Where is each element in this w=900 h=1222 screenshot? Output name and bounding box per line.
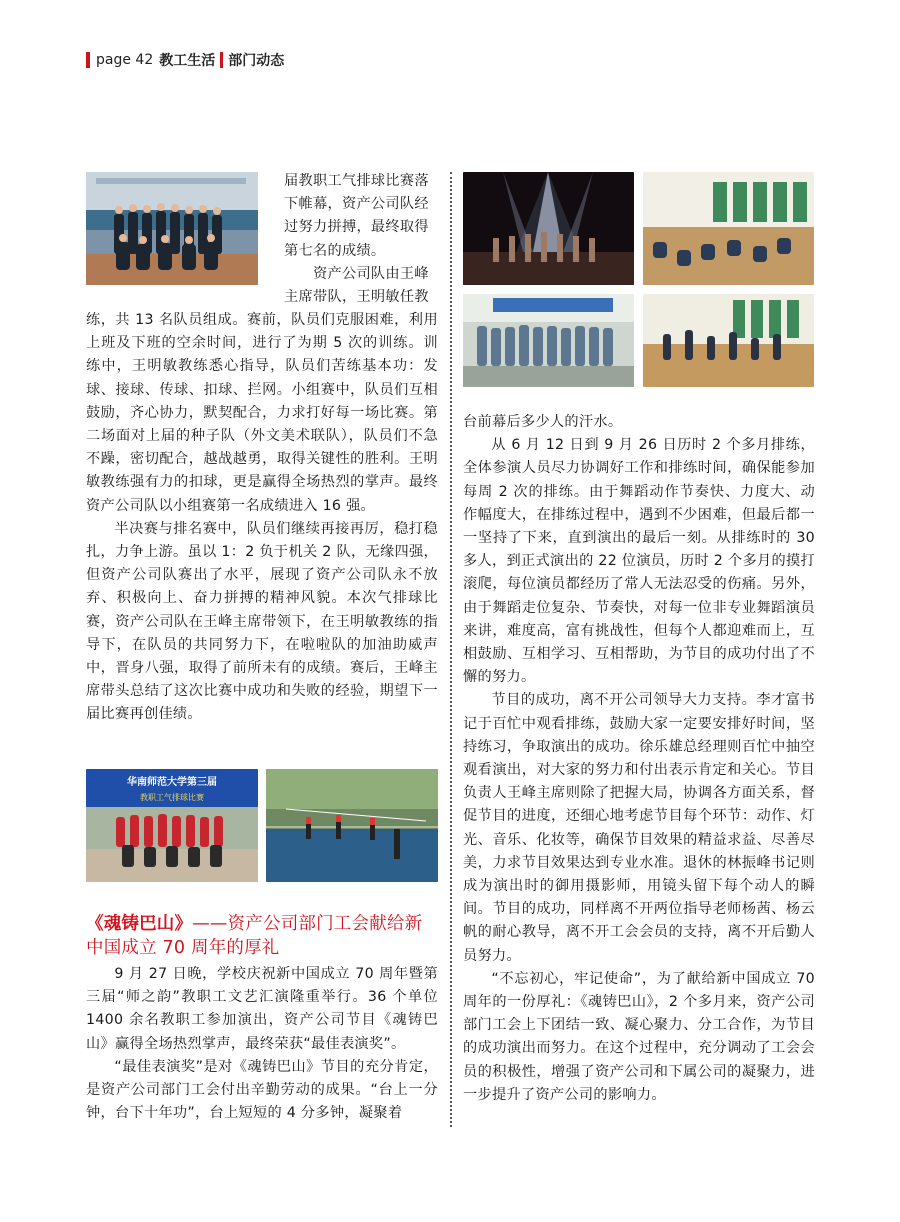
wrap-line: 第七名的成绩。 xyxy=(284,242,386,259)
header-accent-bar xyxy=(86,52,90,68)
subsection-label: 部门动态 xyxy=(228,53,285,69)
paragraph: “不忘初心，牢记使命”，为了献给新中国成立 70 周年的一份厚礼：《魂铸巴山》，2 个多月来，资产公司部门工会上下团结一致、凝心聚力、分工合作，为节目的成功演出而努力。在这个过程中，充分调动了工会会员的积极性，增强了资产公司和下属公司的凝聚力，进一步提升了资产公司的影响力。 xyxy=(463,970,815,1103)
team-photo xyxy=(86,172,258,285)
wrap-line: 届教职工气排球比赛落 xyxy=(284,173,429,189)
article2-title-bold: 《魂铸巴山》 xyxy=(86,914,193,934)
page-header xyxy=(86,50,284,70)
rehearsal-dance-photo xyxy=(643,294,814,387)
header-separator xyxy=(220,52,223,68)
wrap-line: 主席带队，王明敏任教 xyxy=(284,289,429,306)
volleyball-court-photo xyxy=(266,769,438,882)
paragraph: 半决赛与排名赛中，队员们继续再接再厉，稳打稳扎，力争上游。虽以 1：2 负于机关 2 队，无缘四强，但资产公司队赛出了水平，展现了资产公司队永不放弃、积极向上、奋力拼搏的精神风貌。本次气排球比赛，资产公司队在王峰主席带领下，在王明敏教练的指导下，在队员的共同努力下，在啦啦队的加油助威声中，晋身八强，取得了前所未有的成绩。赛后，王峰主席带头总结了这次比赛中成功和失败的经验，期望下一届比赛再创佳绩。 xyxy=(86,520,438,723)
paragraph: 9 月 27 日晚，学校庆祝新中国成立 70 周年暨第三届“师之韵”教职工文艺汇演隆重举行。36 个单位 1400 余名教职工参加演出，资产公司节目《魂铸巴山》赢得全场热烈掌声，最终荣获“最佳表演奖”。 xyxy=(86,966,438,1052)
banner-line-1: 华南师范大学第三届 xyxy=(127,777,217,788)
article1-wrap-text xyxy=(284,170,438,309)
article2-left-body xyxy=(86,963,438,1125)
rehearsal-sitting-photo xyxy=(643,172,814,285)
wrap-line: 过努力拼搏，最终取得 xyxy=(284,219,429,236)
wrap-line: 资产公司队由王峰 xyxy=(284,265,429,282)
stage-performance-photo xyxy=(463,172,634,285)
paragraph: 从 6 月 12 日到 9 月 26 日历时 2 个多月排练，全体参演人员尽力协调好工作和排练时间，确保能参加每周 2 次的排练。由于舞蹈动作节奏快、力度大、动作幅度大，在排练过程中，遇到不少困难，但最后都一一坚持了下来，直到演出的最后一刻。从排练时的 30 多人，到正式演出的 22 位演员，历时 2 个多月的摸打滚爬，每位演员都经历了常人无法忍受的伤痛。另外，由于舞蹈走位复杂、节奏快，对每一位非专业舞蹈演员来讲，难度高，富有挑战性，但每个人都迎难而上，互相鼓励、互相学习、互相帮助，为节目的成功付出了不懈的努力。 xyxy=(463,437,815,686)
article2-right-body xyxy=(463,411,815,1107)
wrap-line: 下帷幕，资产公司队经 xyxy=(284,196,429,213)
section-label: 教工生活 xyxy=(159,53,216,69)
paragraph: 台前幕后多少人的汗水。 xyxy=(463,414,623,430)
article1-body xyxy=(86,309,438,727)
banner-line-2: 教职工气排球比赛 xyxy=(140,793,204,802)
dance-group-photo xyxy=(463,294,634,387)
page-number: page 42 xyxy=(96,52,154,68)
column-divider xyxy=(450,172,452,1127)
paragraph: “最佳表演奖”是对《魂铸巴山》节目的充分肯定，是资产公司部门工会付出辛勤劳动的成果。“台上一分钟，台下十年功”，台上短短的 4 分多钟，凝聚着 xyxy=(86,1058,438,1122)
article2-title xyxy=(86,912,438,960)
paragraph: 练，共 13 名队员组成。赛前，队员们克服困难，利用上班及下班的空余时间，进行了为期 5 次的训练。训练中，王明敏教练悉心指导，队员们苦练基本功：发球、接球、传球、扣球、拦网。小组赛中，队员们互相鼓励，齐心协力，默契配合，力求打好每一场比赛。第二场面对上届的种子队（外文美术联队），队员们不急不躁，密切配合，越战越勇，取得关键性的胜利。王明敏教练强有力的扣球，更是赢得全场热烈的掌声。最终资产公司队以小组赛第一名成绩进入 16 强。 xyxy=(86,312,438,514)
volleyball-banner-photo xyxy=(86,769,258,882)
paragraph: 节目的成功，离不开公司领导大力支持。李才富书记于百忙中观看排练，鼓励大家一定要安排好时间，坚持练习，争取演出的成功。徐乐雄总经理则百忙中抽空观看演出，对大家的努力和付出表示肯定和关心。节目负责人王峰主席则除了把握大局，协调各方面关系，督促节目的进度，还细心地考虑节目每个环节：动作、灯光、音乐、化妆等，确保节目效果的精益求益、尽善尽美，力求节目效果达到专业水准。退休的林振峰书记则成为演出时的御用摄影师，用镜头留下每个动人的瞬间。节目的成功，同样离不开两位指导老师杨茜、杨云帆的耐心教导，离不开工会会员的支持，离不开后勤人员努力。 xyxy=(463,692,815,964)
article2-title-rest: ——资产公司部门工会献给新中国成立 70 周年的厚礼 xyxy=(86,914,423,958)
